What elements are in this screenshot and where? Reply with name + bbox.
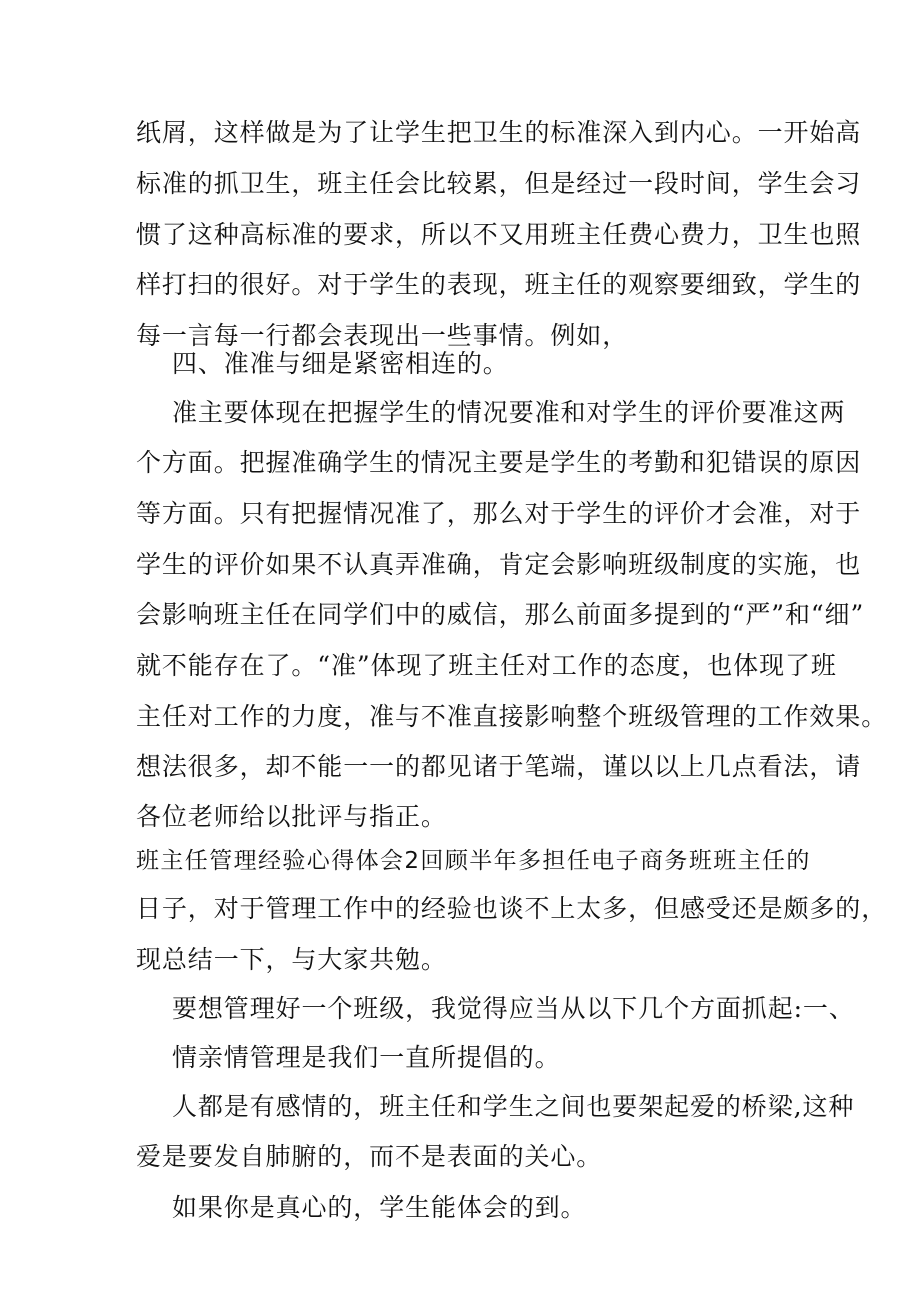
paragraph-line: 主任对工作的力度，准与不准直接影响整个班级管理的工作效果。 (136, 702, 888, 731)
paragraph-line: 纸屑，这样做是为了让学生把卫生的标准深入到内心。一开始高 (136, 118, 862, 147)
section-title-line: 班主任管理经验心得体会2回顾半年多担任电子商务班班主任的 (136, 848, 811, 874)
paragraph-line: 学生的评价如果不认真弄准确，肯定会影响班级制度的实施，也 (136, 550, 862, 579)
paragraph-line: 会影响班主任在同学们中的威信，那么前面多提到的“严”和“细” (136, 600, 865, 629)
paragraph-line: 爱是要发自肺腑的，而不是表面的关心。 (136, 1142, 603, 1171)
paragraph-line: 样打扫的很好。对于学生的表现，班主任的观察要细致，学生的 (136, 270, 862, 299)
paragraph-line: 情亲情管理是我们一直所提倡的。 (172, 1043, 561, 1072)
section-heading: 四、准准与细是紧密相连的。 (172, 349, 509, 378)
paragraph-line: 要想管理好一个班级，我觉得应当从以下几个方面抓起:一、 (172, 994, 855, 1023)
paragraph-line: 准主要体现在把握学生的情况要准和对学生的评价要准这两 (172, 398, 846, 427)
paragraph-line: 如果你是真心的，学生能体会的到。 (172, 1193, 587, 1222)
paragraph-line: 个方面。把握准确学生的情况主要是学生的考勤和犯错误的原因 (136, 448, 862, 477)
paragraph-line: 就不能存在了。“准”体现了班主任对工作的态度，也体现了班 (136, 651, 837, 680)
paragraph-line: 每一言每一行都会表现出一些事情。例如， (136, 321, 629, 350)
paragraph-line: 想法很多，却不能一一的都见诸于笔端，谨以以上几点看法，请 (136, 752, 862, 781)
paragraph-line: 现总结一下，与大家共勉。 (136, 945, 447, 974)
paragraph-line: 惯了这种高标准的要求，所以不又用班主任费心费力，卫生也照 (136, 220, 862, 249)
paragraph-line: 各位老师给以批评与指正。 (136, 802, 447, 831)
paragraph-line: 标准的抓卫生，班主任会比较累，但是经过一段时间，学生会习 (136, 169, 862, 198)
paragraph-line: 人都是有感情的，班主任和学生之间也要架起爱的桥梁,这种 (172, 1092, 855, 1121)
paragraph-line: 日子，对于管理工作中的经验也谈不上太多，但感受还是颇多的， (136, 894, 888, 923)
paragraph-line: 等方面。只有把握情况准了，那么对于学生的评价才会准，对于 (136, 499, 862, 528)
